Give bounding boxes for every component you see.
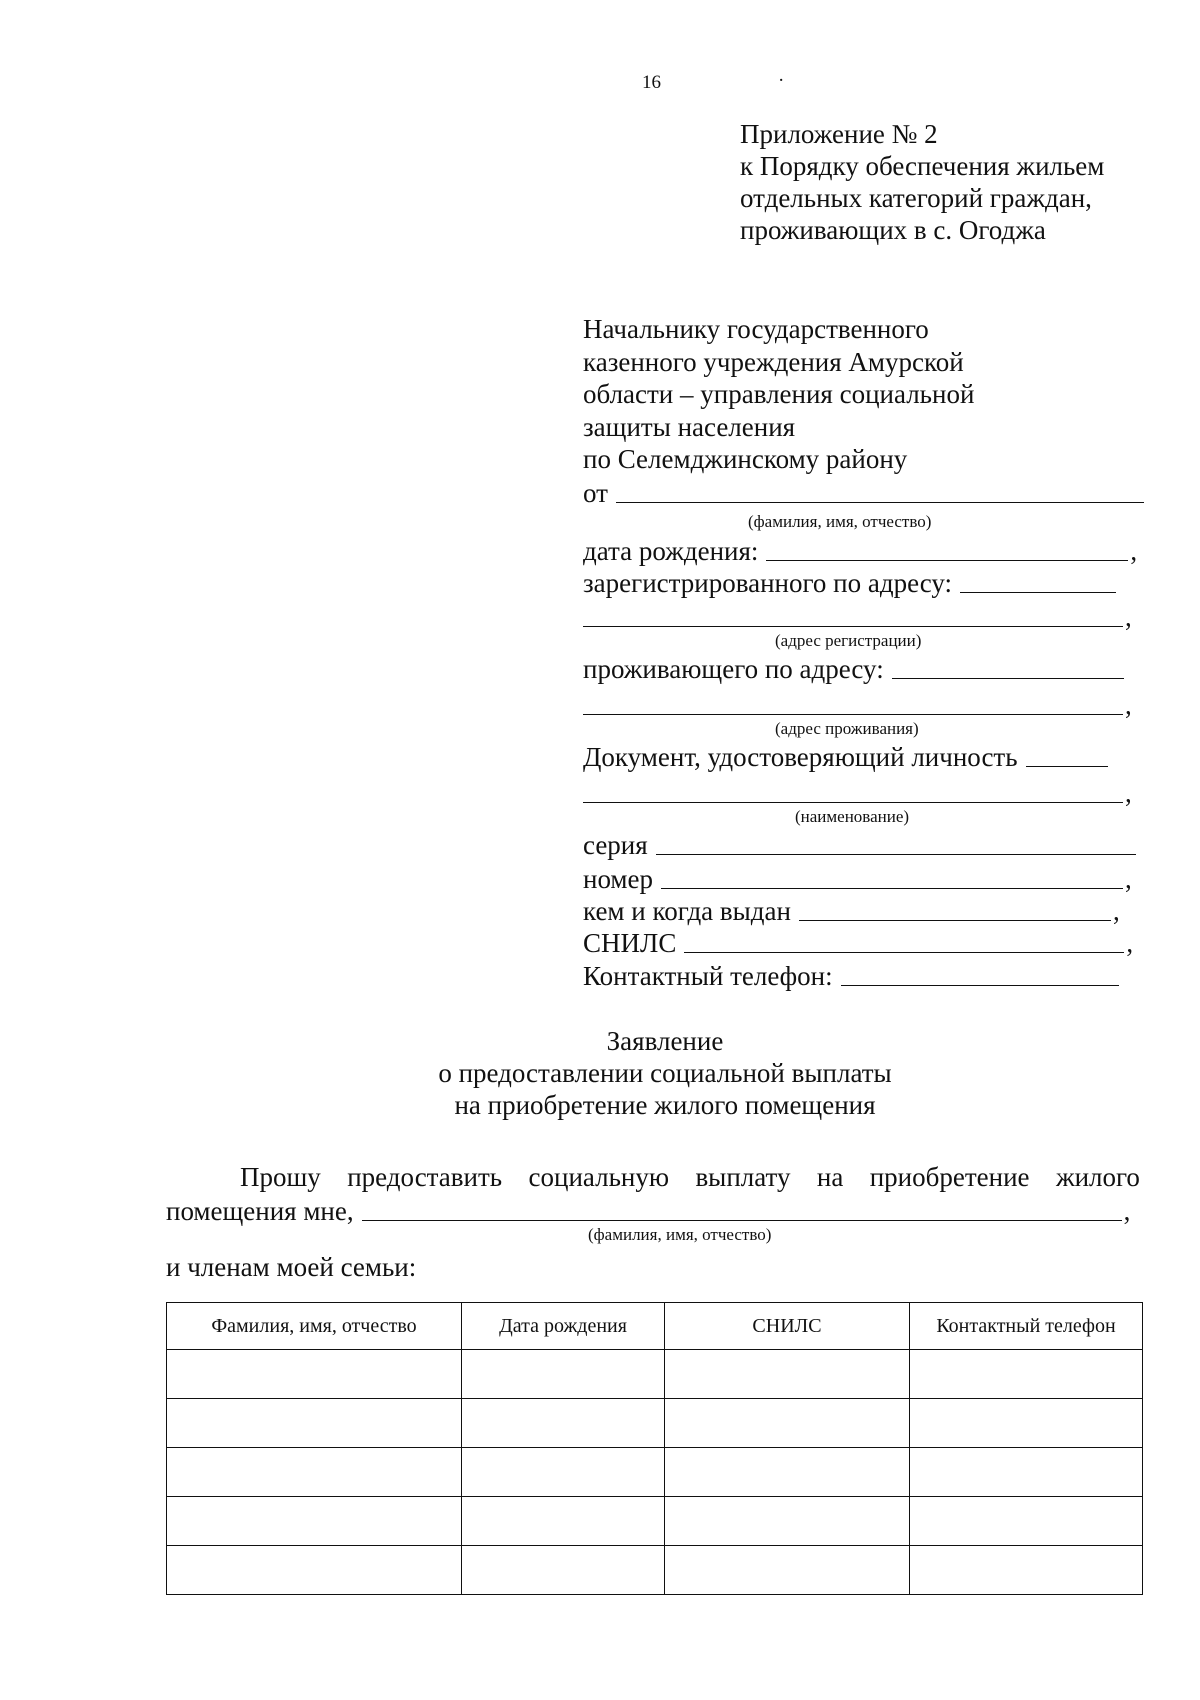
- table-cell[interactable]: [462, 1448, 665, 1497]
- request-word: предоставить: [347, 1162, 503, 1192]
- birth-date-field[interactable]: [766, 560, 1128, 561]
- table-cell[interactable]: [665, 1546, 910, 1595]
- phone-field[interactable]: [841, 985, 1119, 986]
- appendix-line: отдельных категорий граждан,: [740, 183, 1092, 213]
- living-label: проживающего по адресу:: [583, 654, 884, 684]
- comma: ,: [1125, 602, 1132, 632]
- document-label: Документ, удостоверяющий личность: [583, 742, 1018, 772]
- request-word: приобретение: [869, 1162, 1030, 1192]
- table-cell[interactable]: [910, 1350, 1143, 1399]
- request-word: выплату: [695, 1162, 791, 1192]
- addressee-line: защиты населения: [583, 411, 796, 442]
- addressee-line: области – управления социальной: [583, 379, 975, 409]
- table-header-row: [167, 1303, 1143, 1350]
- comma: ,: [1125, 690, 1132, 720]
- table-row: [167, 1497, 1143, 1546]
- table-cell[interactable]: [665, 1399, 910, 1448]
- table-cell[interactable]: [462, 1350, 665, 1399]
- document-name-field[interactable]: [583, 802, 1123, 803]
- birth-row: [583, 536, 1137, 567]
- request-word: на: [816, 1162, 844, 1192]
- request-text: [240, 1162, 1140, 1193]
- registered-row-2: [583, 602, 1132, 633]
- table-cell[interactable]: [665, 1448, 910, 1497]
- comma: ,: [1125, 864, 1132, 894]
- document-field[interactable]: [1026, 766, 1108, 767]
- registered-address-field-2[interactable]: [583, 626, 1123, 627]
- living-address-field[interactable]: [892, 678, 1124, 679]
- addressee-line: казенного учреждения Амурской: [583, 346, 964, 377]
- phone-row: [583, 961, 1119, 992]
- registered-address-field[interactable]: [960, 592, 1116, 593]
- table-cell[interactable]: [167, 1399, 462, 1448]
- snils-field[interactable]: [684, 952, 1124, 953]
- table-row: [167, 1350, 1143, 1399]
- table-cell[interactable]: [462, 1546, 665, 1595]
- header-birth-date: Дата рождения: [462, 1303, 665, 1350]
- document-row: [583, 742, 1108, 773]
- table-cell[interactable]: [167, 1448, 462, 1497]
- registered-caption: (адрес регистрации): [775, 631, 922, 650]
- series-row: [583, 830, 1136, 861]
- issued-label: кем и когда выдан: [583, 896, 791, 926]
- table-cell[interactable]: [910, 1448, 1143, 1497]
- comma: ,: [1126, 928, 1134, 958]
- snils-label: СНИЛС: [583, 928, 677, 958]
- appendix-line: проживающих в с. Огоджа: [740, 215, 1046, 245]
- table-cell[interactable]: [910, 1497, 1143, 1546]
- issued-row: [583, 896, 1120, 927]
- table-cell[interactable]: [910, 1399, 1143, 1448]
- applicant-caption: (фамилия, имя, отчество): [588, 1225, 772, 1244]
- request-line-3: и членам моей семьи:: [166, 1252, 417, 1282]
- table-cell[interactable]: [665, 1350, 910, 1399]
- comma: ,: [1130, 536, 1138, 566]
- header-phone: Контактный телефон: [910, 1303, 1143, 1350]
- request-line-1: [166, 1162, 1140, 1193]
- table-cell[interactable]: [910, 1546, 1143, 1595]
- table-row: [167, 1448, 1143, 1497]
- document-caption: (наименование): [795, 807, 910, 826]
- appendix-line: Приложение № 2: [740, 119, 938, 149]
- comma: ,: [1112, 896, 1120, 926]
- addressee-block: [583, 313, 1143, 476]
- request-line-2: [166, 1196, 1130, 1227]
- from-row: [583, 478, 1144, 509]
- living-row-2: [583, 690, 1132, 721]
- snils-row: [583, 928, 1133, 959]
- request-word: жилого: [1055, 1162, 1140, 1192]
- table-cell[interactable]: [462, 1399, 665, 1448]
- number-row: [583, 864, 1132, 895]
- from-label: от: [583, 478, 608, 508]
- request-line-2-label: помещения мне,: [166, 1196, 354, 1226]
- applicant-name-field[interactable]: [362, 1220, 1122, 1221]
- from-field[interactable]: [616, 502, 1144, 503]
- statement-subtitle-1: о предоставлении социальной выплаты: [438, 1058, 892, 1088]
- table-cell[interactable]: [665, 1497, 910, 1546]
- family-members-table: [166, 1302, 1143, 1595]
- appendix-line: к Порядку обеспечения жильем: [740, 151, 1105, 181]
- living-row: [583, 654, 1124, 685]
- table-row: [167, 1546, 1143, 1595]
- phone-label: Контактный телефон:: [583, 961, 833, 991]
- birth-label: дата рождения:: [583, 536, 759, 566]
- registered-row: [583, 568, 1116, 599]
- table-cell[interactable]: [167, 1546, 462, 1595]
- series-field[interactable]: [656, 854, 1136, 855]
- table-cell[interactable]: [462, 1497, 665, 1546]
- table-cell[interactable]: [167, 1350, 462, 1399]
- from-caption: (фамилия, имя, отчество): [748, 512, 932, 531]
- comma: ,: [1123, 1196, 1131, 1226]
- addressee-line: Начальнику государственного: [583, 314, 929, 344]
- header-snils: СНИЛС: [665, 1303, 910, 1350]
- table-cell[interactable]: [167, 1497, 462, 1546]
- registered-label: зарегистрированного по адресу:: [583, 568, 952, 598]
- statement-subtitle-2: на приобретение жилого помещения: [454, 1090, 876, 1120]
- header-full-name: Фамилия, имя, отчество: [167, 1303, 462, 1350]
- table-row: [167, 1399, 1143, 1448]
- series-label: серия: [583, 830, 648, 860]
- scan-dot: ·: [778, 70, 785, 91]
- number-label: номер: [583, 864, 654, 894]
- request-word: Прошу: [240, 1162, 321, 1192]
- addressee-line: по Селемджинскому району: [583, 444, 908, 474]
- statement-title: Заявление: [606, 1026, 724, 1056]
- request-word: социальную: [528, 1162, 670, 1192]
- document-row-2: [583, 778, 1132, 809]
- issued-field[interactable]: [799, 920, 1111, 921]
- appendix-block: [740, 118, 1104, 246]
- living-caption: (адрес проживания): [775, 719, 919, 738]
- living-address-field-2[interactable]: [583, 714, 1123, 715]
- page-number: 16: [642, 72, 661, 93]
- comma: ,: [1125, 778, 1132, 808]
- number-field[interactable]: [661, 888, 1123, 889]
